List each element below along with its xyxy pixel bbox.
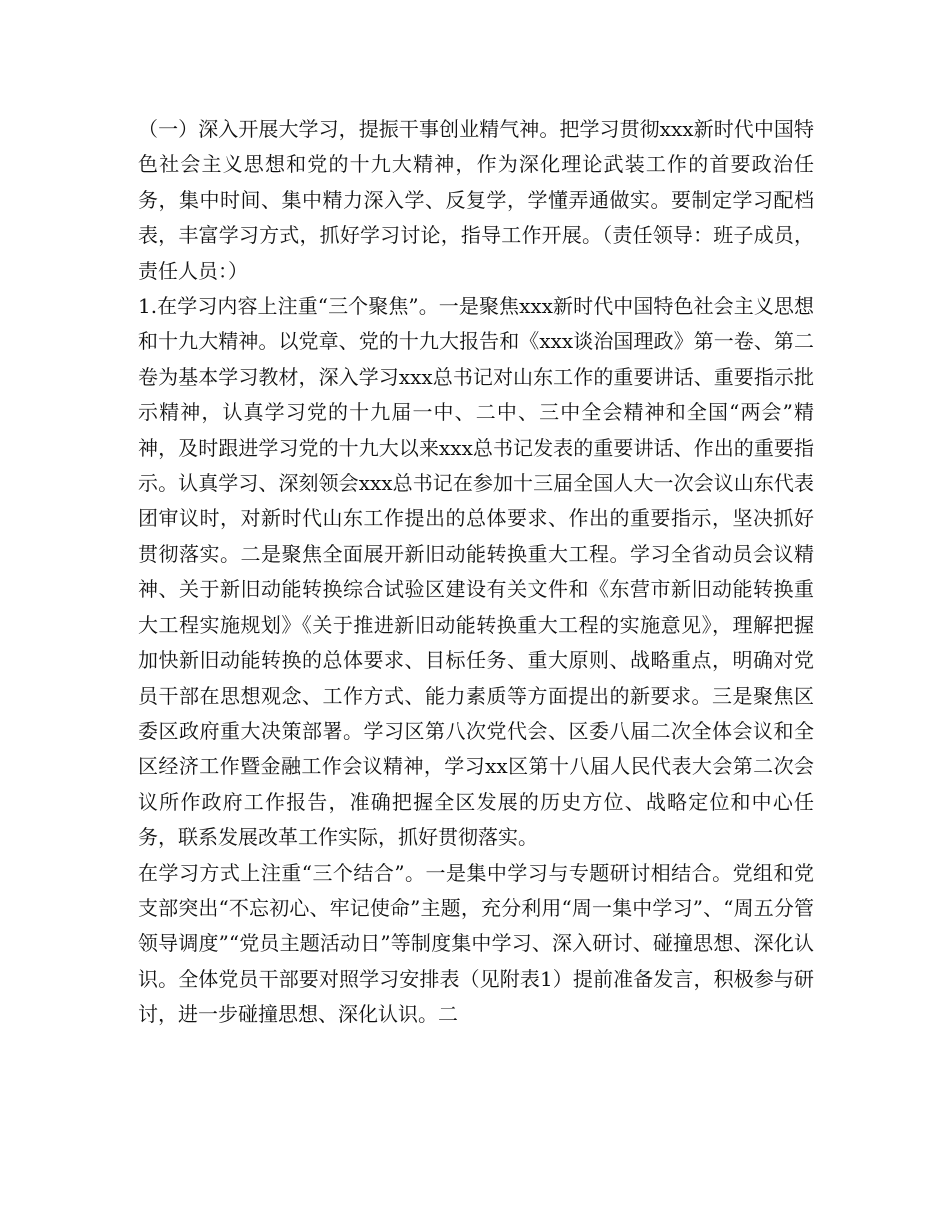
paragraph-study-method: 在学习方式上注重“三个结合”。一是集中学习与专题研讨相结合。党组和党支部突出“不忘初心、牢记使命”主题，充分利用“周一集中学习”、“周五分管领导调度”“党员主题活动日”等制度集中学习、深入研讨、碰撞思想、深化认识。全体党员干部要对照学习安排表（见附表1）提前准备发言，积极参与研讨，进一步碰撞思想、深化认识。二	[138, 860, 814, 1027]
paragraph-section-one: （一）深入开展大学习，提振干事创业精气神。把学习贯彻xxx新时代中国特色社会主义思想和党的十九大精神，作为深化理论武装工作的首要政治任务，集中时间、集中精力深入学、反复学，学懂弄通做实。要制定学习配档表，丰富学习方式，抓好学习讨论，指导工作开展。（责任领导：班子成员，责任人员：）	[138, 117, 814, 283]
paragraph-study-content: 1.在学习内容上注重“三个聚焦”。一是聚焦xxx新时代中国特色社会主义思想和十九大精神。以党章、党的十九大报告和《xxx谈治国理政》第一卷、第二卷为基本学习教材，深入学习xxx总书记对山东工作的重要讲话、重要指示批示精神，认真学习党的十九届一中、二中、三中全会精神和全国“两会”精神，及时跟进学习党的十九大以来xxx总书记发表的重要讲话、作出的重要指示。认真学习、深刻领会xxx总书记在参加十三届全国人大一次会议山东代表团审议时，对新时代山东工作提出的总体要求、作出的重要指示，坚决抓好贯彻落实。二是聚焦全面展开新旧动能转换重大工程。学习全省动员会议精神、关于新旧动能转换综合试验区建设有关文件和《东营市新旧动能转换重大工程实施规划》《关于推进新旧动能转换重大工程的实施意见》，理解把握加快新旧动能转换的总体要求、目标任务、重大原则、战略重点，明确对党员干部在思想观念、工作方式、能力素质等方面提出的新要求。三是聚焦区委区政府重大决策部署。学习区第八次党代会、区委八届二次全体会议和全区经济工作暨金融工作会议精神，学习xx区第十八届人民代表大会第二次会议所作政府工作报告，准确把握全区发展的历史方位、战略定位和中心任务，联系发展改革工作实际，抓好贯彻落实。	[138, 294, 814, 850]
document-body	[138, 112, 814, 1033]
